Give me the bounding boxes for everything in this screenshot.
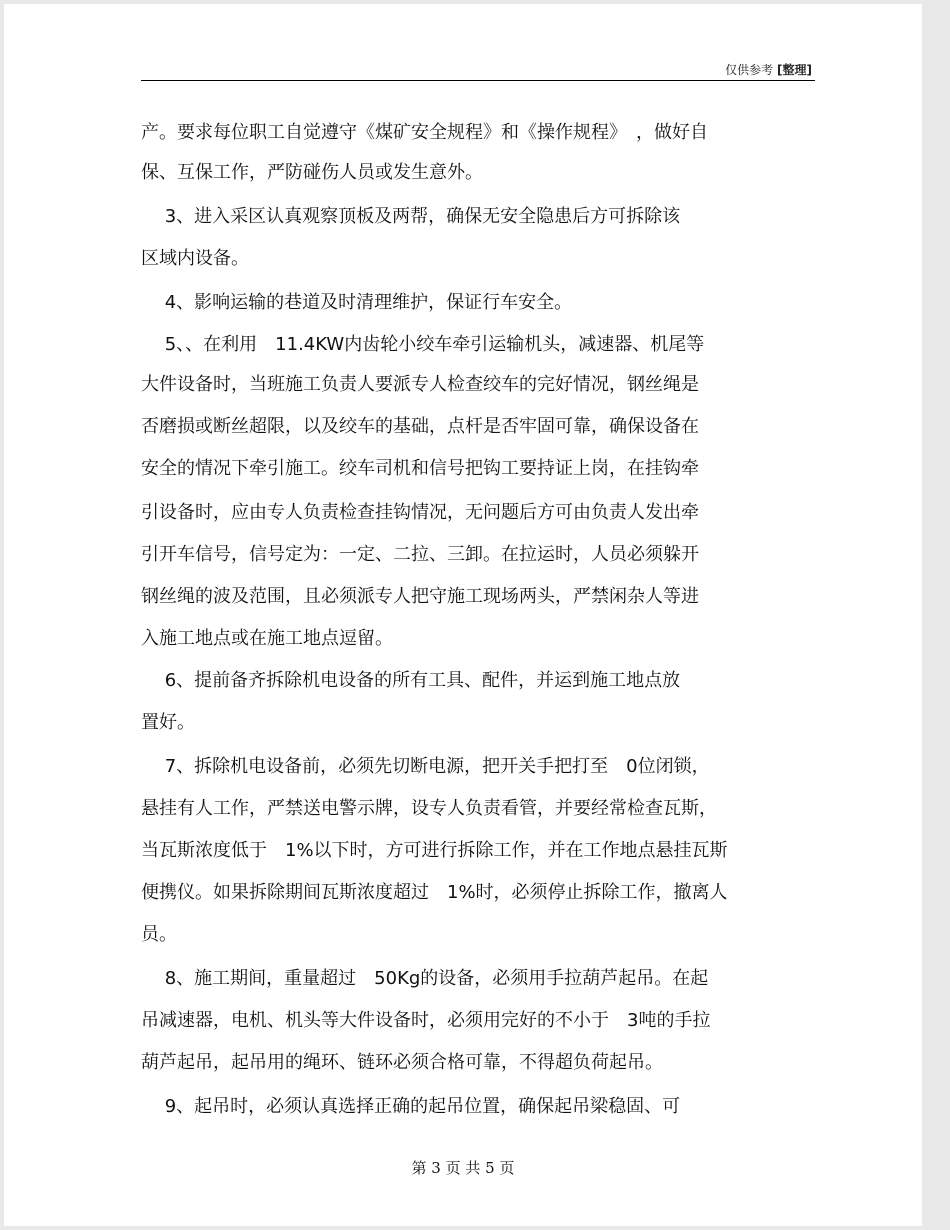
text-line: 产。要求每位职工自觉遵守《煤矿安全规程》和《操作规程》 ，做好自 (141, 122, 708, 143)
text-line: 区域内设备。 (141, 248, 249, 269)
text-line: 员。 (141, 924, 177, 945)
text-line: 否磨损或断丝超限，以及绞车的基础，点杆是否牢固可靠，确保设备在 (141, 416, 699, 437)
text-line: 引设备时，应由专人负责检查挂钩情况，无问题后方可由负责人发出牵 (141, 502, 699, 523)
text-line: 大件设备时，当班施工负责人要派专人检查绞车的完好情况，钢丝绳是 (141, 374, 699, 395)
page-header (725, 61, 812, 78)
text-line: 安全的情况下牵引施工。绞车司机和信号把钩工要持证上岗，在挂钩牵 (141, 458, 699, 479)
text-line: 引开车信号，信号定为：一定、二拉、三卸。在拉运时，人员必须躲开 (141, 544, 699, 565)
header-rule (141, 80, 815, 81)
text-line: 便携仪。如果拆除期间瓦斯浓度超过 1%时，必须停止拆除工作，撤离人 (141, 882, 728, 903)
text-line: 悬挂有人工作，严禁送电警示牌，设专人负责看管，并要经常检查瓦斯， (141, 798, 717, 819)
text-line: 6、提前备齐拆除机电设备的所有工具、配件，并运到施工地点放 (141, 670, 681, 691)
header-bracket: [整理] (777, 63, 812, 77)
text-line: 9、起吊时，必须认真选择正确的起吊位置，确保起吊梁稳固、可 (141, 1096, 681, 1117)
text-line: 保、互保工作，严防碰伤人员或发生意外。 (141, 162, 483, 183)
text-line: 当瓦斯浓度低于 1%以下时，方可进行拆除工作，并在工作地点悬挂瓦斯 (141, 840, 728, 861)
text-line: 3、进入采区认真观察顶板及两帮，确保无安全隐患后方可拆除该 (141, 206, 681, 227)
text-line: 钢丝绳的波及范围，且必须派专人把守施工现场两头，严禁闲杂人等进 (141, 586, 699, 607)
text-line: 8、施工期间，重量超过 50Kg的设备，必须用手拉葫芦起吊。在起 (141, 968, 709, 989)
text-line: 5、、在利用 11.4KW内齿轮小绞车牵引运输机头，减速器、机尾等 (141, 334, 705, 355)
text-line: 入施工地点或在施工地点逗留。 (141, 628, 393, 649)
text-line: 置好。 (141, 712, 195, 733)
text-line: 4、影响运输的巷道及时清理维护，保证行车安全。 (141, 292, 573, 313)
page-footer: 第 3 页 共 5 页 (411, 1159, 515, 1177)
header-label: 仅供参考 (725, 63, 774, 77)
text-line: 7、拆除机电设备前，必须先切断电源，把开关手把打至 0位闭锁， (141, 756, 710, 777)
text-line: 吊减速器，电机、机头等大件设备时，必须用完好的不小于 3吨的手拉 (141, 1010, 711, 1031)
text-line: 葫芦起吊，起吊用的绳环、链环必须合格可靠，不得超负荷起吊。 (141, 1052, 663, 1073)
document-page (4, 4, 922, 1226)
